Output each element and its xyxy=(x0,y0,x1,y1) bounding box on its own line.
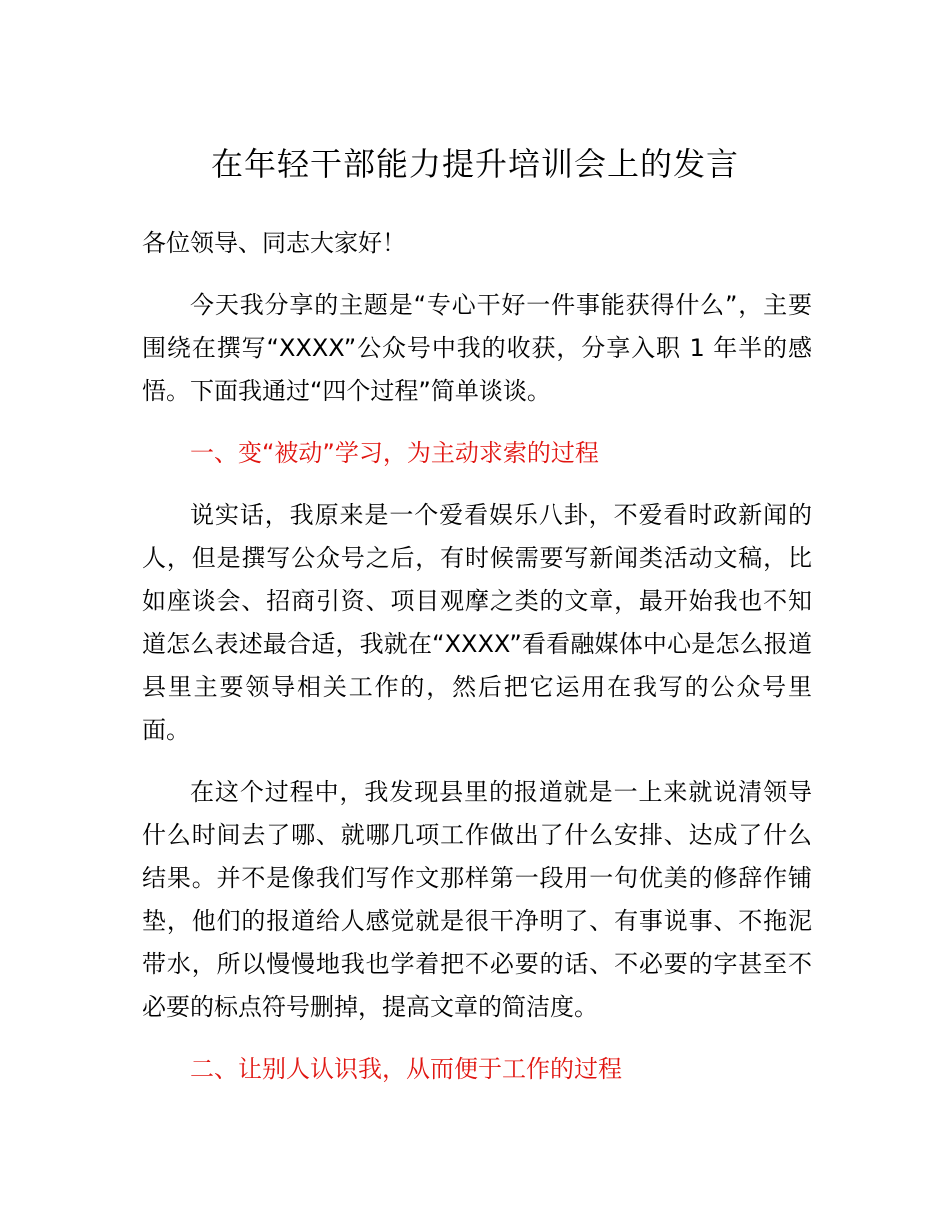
section-1-paragraph-2: 在这个过程中，我发现县里的报道就是一上来就说清领导什么时间去了哪、就哪几项工作做出了什么安排、达成了什么结果。并不是像我们写作文那样第一段用一句优美的修辞作铺垫，他们的报道给人感觉就是很干净明了、有事说事、不拖泥带水，所以慢慢地我也学着把不必要的话、不必要的字甚至不必要的标点符号删掉，提高文章的简洁度。 xyxy=(142,778,812,1021)
section-heading-2: 二、让别人认识我，从而便于工作的过程 xyxy=(190,1055,622,1083)
salutation: 各位领导、同志大家好！ xyxy=(142,229,406,257)
section-1-paragraph-1: 说实话，我原来是一个爱看娱乐八卦，不爱看时政新闻的人，但是撰写公众号之后，有时候需要写新闻类活动文稿，比如座谈会、招商引资、项目观摩之类的文章，最开始我也不知道怎么表述最合适，我就在“XXXX”看看融媒体中心是怎么报道县里主要领导相关工作的，然后把它运用在我写的公众号里面。 xyxy=(142,501,812,744)
intro-paragraph: 今天我分享的主题是“专心干好一件事能获得什么”，主要围绕在撰写“XXXX”公众号中我的收获，分享入职 1 年半的感悟。下面我通过“四个过程”简单谈谈。 xyxy=(142,291,812,405)
document-title: 在年轻干部能力提升培训会上的发言 xyxy=(210,145,739,183)
document-body xyxy=(142,222,812,1110)
section-heading-1: 一、变“被动”学习，为主动求索的过程 xyxy=(190,439,599,467)
